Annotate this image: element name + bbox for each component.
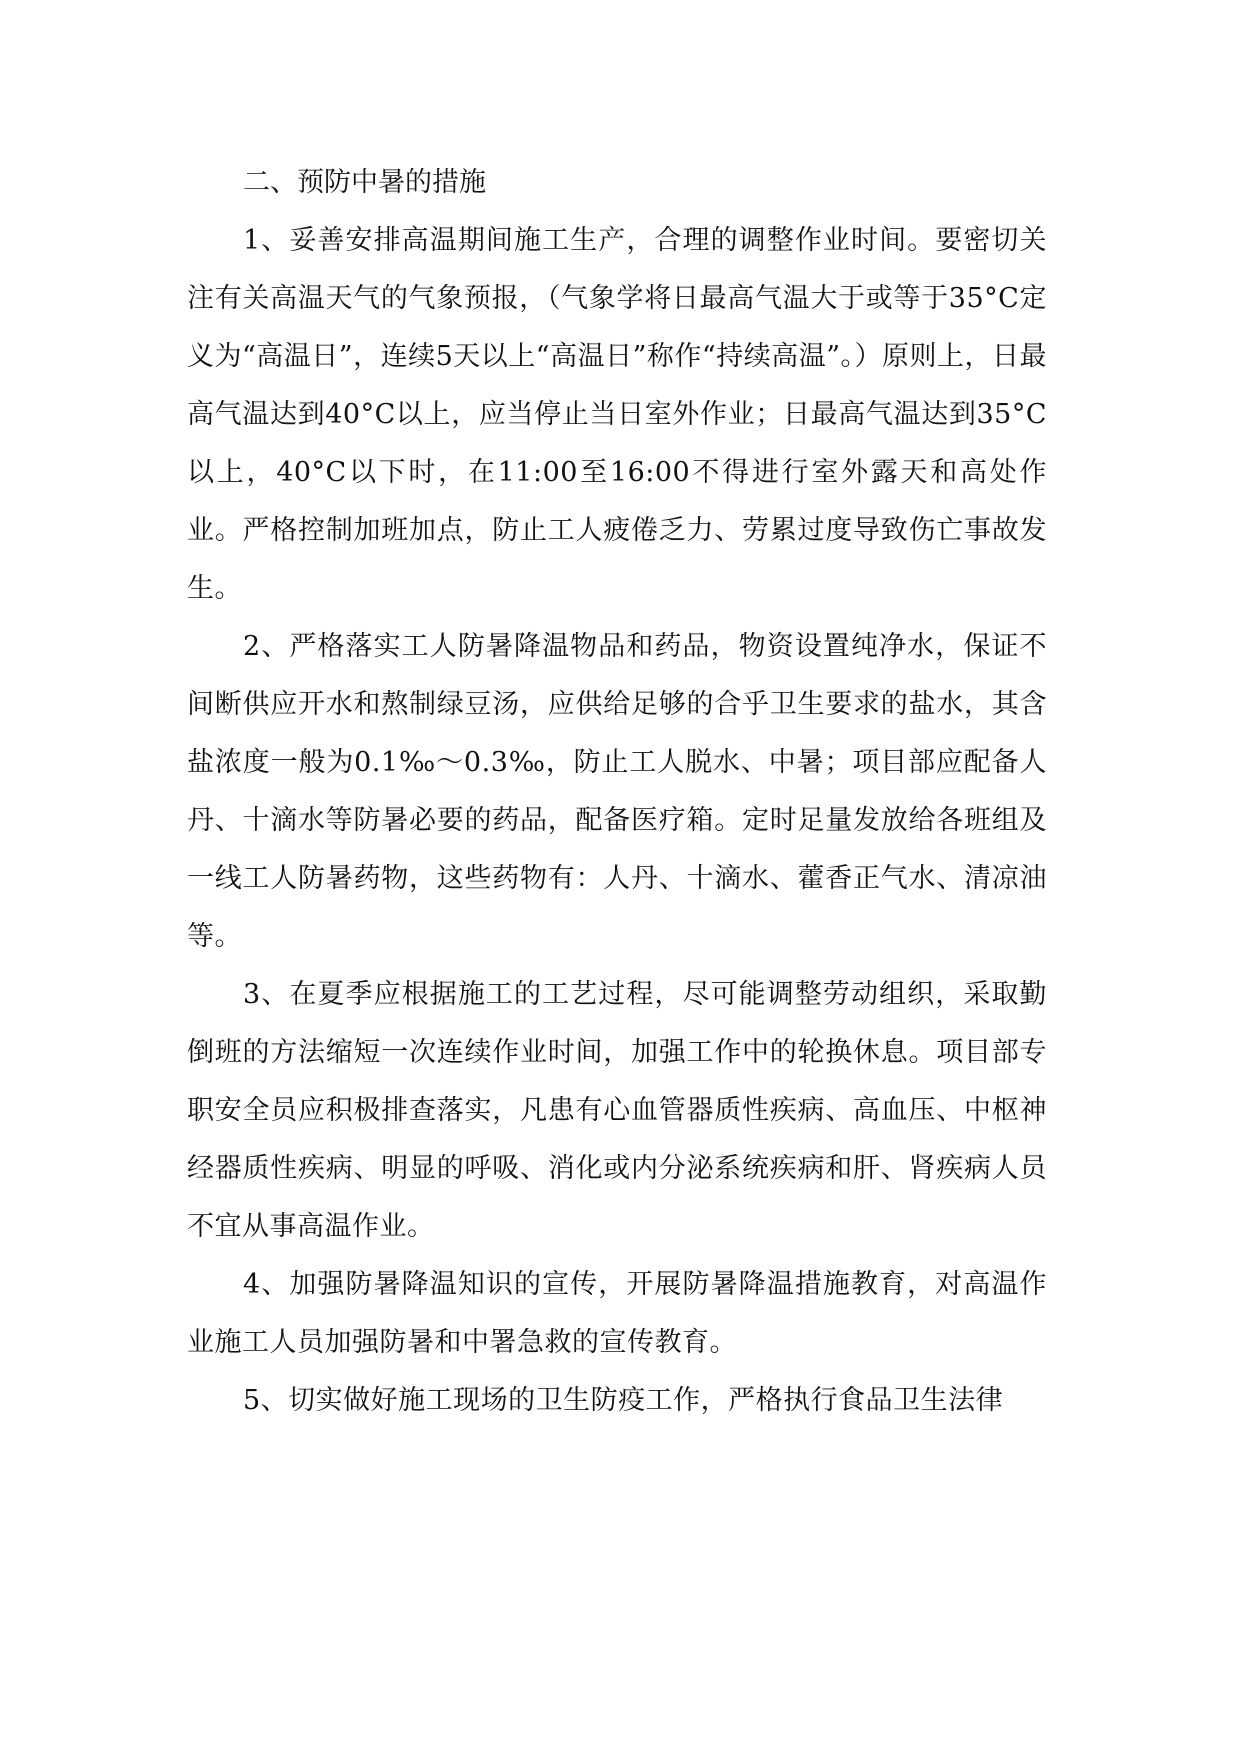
document-body — [187, 154, 1047, 1430]
paragraph-3: 3、在夏季应根据施工的工艺过程，尽可能调整劳动组织，采取勤倒班的方法缩短一次连续作业时间，加强工作中的轮换休息。项目部专职安全员应积极排查落实，凡患有心血管器质性疾病、高血压、中枢神经器质性疾病、明显的呼吸、消化或内分泌系统疾病和肝、肾疾病人员不宜从事高温作业。 — [187, 979, 1047, 1242]
paragraph-1: 1、妥善安排高温期间施工生产，合理的调整作业时间。要密切关注有关高温天气的气象预报，（气象学将日最高气温大于或等于35°C定义为“高温日”，连续5天以上“高温日”称作“持续高温”。）原则上，日最高气温达到40°C以上，应当停止当日室外作业；日最高气温达到35°C以上，40°C以下时，在11:00至16:00不得进行室外露天和高处作业。严格控制加班加点，防止工人疲倦乏力、劳累过度导致伤亡事故发生。 — [187, 225, 1047, 604]
section-heading: 二、预防中暑的措施 — [243, 167, 486, 198]
paragraph-2: 2、严格落实工人防暑降温物品和药品，物资设置纯净水，保证不间断供应开水和熬制绿豆汤，应供给足够的合乎卫生要求的盐水，其含盐浓度一般为0.1‰～0.3‰，防止工人脱水、中暑；项目部应配备人丹、十滴水等防暑必要的药品，配备医疗箱。定时足量发放给各班组及一线工人防暑药物，这些药物有：人丹、十滴水、藿香正气水、清凉油等。 — [187, 631, 1047, 952]
paragraph-5: 5、切实做好施工现场的卫生防疫工作，严格执行食品卫生法律 — [243, 1385, 1004, 1416]
paragraph-4: 4、加强防暑降温知识的宣传，开展防暑降温措施教育，对高温作业施工人员加强防暑和中署急救的宣传教育。 — [187, 1269, 1047, 1358]
